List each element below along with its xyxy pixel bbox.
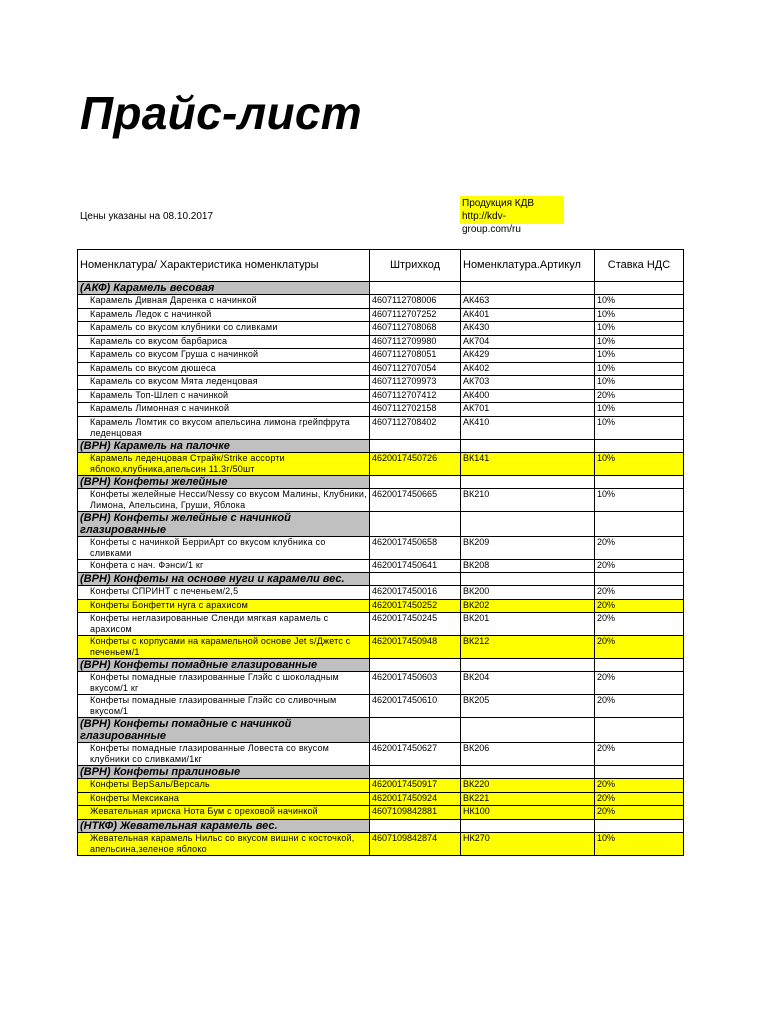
product-name-cell: Карамель Ледок с начинкой <box>78 308 370 322</box>
category-title: (ВРН) Конфеты на основе нуги и карамели вес. <box>78 573 370 586</box>
vat-rate-cell: 10% <box>595 308 684 322</box>
article-cell: НК100 <box>461 806 595 820</box>
category-empty-article <box>461 511 595 536</box>
product-name-cell: Карамель со вкусом клубники со сливками <box>78 322 370 336</box>
article-cell: ВК141 <box>461 452 595 475</box>
category-title: (ВРН) Карамель на палочке <box>78 439 370 452</box>
product-name-cell: Карамель со вкусом Мята леденцовая <box>78 376 370 390</box>
barcode-cell: 4620017450252 <box>370 599 461 613</box>
vat-rate-cell: 20% <box>595 743 684 766</box>
category-title: (ВРН) Конфеты желейные <box>78 475 370 488</box>
vat-rate-cell: 10% <box>595 416 684 439</box>
article-cell: АК703 <box>461 376 595 390</box>
category-empty-vat <box>595 718 684 743</box>
category-empty-article <box>461 439 595 452</box>
product-name-cell: Карамель со вкусом дюшеса <box>78 362 370 376</box>
category-empty-article <box>461 819 595 832</box>
vat-rate-cell: 20% <box>595 536 684 559</box>
category-empty-article <box>461 659 595 672</box>
table-row <box>78 322 684 336</box>
category-empty-vat <box>595 439 684 452</box>
barcode-cell: 4620017450610 <box>370 695 461 718</box>
barcode-cell: 4620017450016 <box>370 586 461 600</box>
barcode-cell: 4607109842874 <box>370 832 461 855</box>
price-table <box>77 249 684 856</box>
product-name-cell: Карамель со вкусом Груша с начинкой <box>78 349 370 363</box>
product-name-cell: Карамель леденцовая Страйк/Strike ассорти яблоко,клубника,апельсин 11.3г/50шт <box>78 452 370 475</box>
category-empty-article <box>461 282 595 295</box>
category-empty-vat <box>595 573 684 586</box>
category-empty-vat <box>595 475 684 488</box>
article-cell: АК402 <box>461 362 595 376</box>
table-row <box>78 295 684 309</box>
category-empty-vat <box>595 511 684 536</box>
table-row <box>78 586 684 600</box>
product-name-cell: Конфеты Бонфетти нуга с арахисом <box>78 599 370 613</box>
vat-rate-cell: 10% <box>595 452 684 475</box>
product-name-cell: Конфеты желейные Несси/Nessy со вкусом Малины, Клубники, Лимона, Апельсина, Груши, Яблока <box>78 488 370 511</box>
category-title: (АКФ) Карамель весовая <box>78 282 370 295</box>
table-row <box>78 335 684 349</box>
category-row <box>78 659 684 672</box>
category-empty-barcode <box>370 659 461 672</box>
barcode-cell: 4607112707412 <box>370 389 461 403</box>
category-empty-article <box>461 766 595 779</box>
article-cell: ВК204 <box>461 672 595 695</box>
article-cell: НК270 <box>461 832 595 855</box>
vat-rate-cell: 20% <box>595 613 684 636</box>
product-name-cell: Конфеты неглазированные Сленди мягкая карамель с арахисом <box>78 613 370 636</box>
table-row <box>78 599 684 613</box>
category-row <box>78 475 684 488</box>
product-name-cell: Карамель Топ-Шлеп с начинкой <box>78 389 370 403</box>
article-cell: ВК209 <box>461 536 595 559</box>
category-empty-vat <box>595 819 684 832</box>
category-title: (ВРН) Конфеты помадные глазированные <box>78 659 370 672</box>
vat-rate-cell: 20% <box>595 672 684 695</box>
article-cell: АК400 <box>461 389 595 403</box>
kdv-website-link[interactable]: http://kdv-group.com/ru <box>462 211 521 235</box>
kdv-products-label: Продукция КДВ <box>462 198 535 209</box>
category-row <box>78 573 684 586</box>
vat-rate-cell: 20% <box>595 779 684 793</box>
product-name-cell: Конфеты ВерSаль/Версаль <box>78 779 370 793</box>
barcode-cell: 4607112708051 <box>370 349 461 363</box>
article-cell: АК430 <box>461 322 595 336</box>
table-row <box>78 806 684 820</box>
category-title: (НТКФ) Жевательная карамель вес. <box>78 819 370 832</box>
category-row <box>78 718 684 743</box>
barcode-cell: 4607112707252 <box>370 308 461 322</box>
article-cell: АК704 <box>461 335 595 349</box>
category-empty-barcode <box>370 766 461 779</box>
table-row <box>78 559 684 573</box>
category-empty-article <box>461 573 595 586</box>
vat-rate-cell: 20% <box>595 806 684 820</box>
vat-rate-cell: 10% <box>595 295 684 309</box>
barcode-cell: 4607112709973 <box>370 376 461 390</box>
article-cell: ВК208 <box>461 559 595 573</box>
table-row <box>78 613 684 636</box>
table-row <box>78 308 684 322</box>
article-cell: ВК206 <box>461 743 595 766</box>
product-name-cell: Карамель со вкусом барбариса <box>78 335 370 349</box>
barcode-cell: 4607109842881 <box>370 806 461 820</box>
table-row <box>78 672 684 695</box>
category-row <box>78 439 684 452</box>
vat-rate-cell: 20% <box>595 599 684 613</box>
table-row <box>78 389 684 403</box>
article-cell: АК429 <box>461 349 595 363</box>
table-row <box>78 376 684 390</box>
vat-rate-cell: 10% <box>595 322 684 336</box>
vat-rate-cell: 10% <box>595 832 684 855</box>
product-name-cell: Карамель Ломтик со вкусом апельсина лимона грейпфрута леденцовая <box>78 416 370 439</box>
table-row <box>78 403 684 417</box>
article-cell: АК401 <box>461 308 595 322</box>
category-empty-barcode <box>370 475 461 488</box>
barcode-cell: 4607112708402 <box>370 416 461 439</box>
vat-rate-cell: 10% <box>595 362 684 376</box>
product-name-cell: Карамель Дивная Даренка с начинкой <box>78 295 370 309</box>
vat-rate-cell: 20% <box>595 695 684 718</box>
product-name-cell: Конфеты СПРИНТ с печеньем/2,5 <box>78 586 370 600</box>
barcode-cell: 4607112708068 <box>370 322 461 336</box>
column-header-name: Номенклатура/ Характеристика номенклатуры <box>78 250 370 282</box>
product-name-cell: Конфеты Мексикана <box>78 792 370 806</box>
vat-rate-cell: 20% <box>595 389 684 403</box>
category-row <box>78 766 684 779</box>
category-empty-vat <box>595 766 684 779</box>
category-title: (ВРН) Конфеты желейные с начинкой глазированные <box>78 511 370 536</box>
table-row <box>78 779 684 793</box>
barcode-cell: 4620017450924 <box>370 792 461 806</box>
vat-rate-cell: 20% <box>595 559 684 573</box>
table-row <box>78 362 684 376</box>
product-name-cell: Конфеты помадные глазированные Глэйс с шоколадным вкусом/1 кг <box>78 672 370 695</box>
price-table-body <box>78 282 684 856</box>
category-empty-barcode <box>370 282 461 295</box>
article-cell: АК410 <box>461 416 595 439</box>
category-row <box>78 819 684 832</box>
article-cell: ВК200 <box>461 586 595 600</box>
category-empty-article <box>461 475 595 488</box>
product-name-cell: Конфеты помадные глазированные Ловеста со вкусом клубники со сливками/1кг <box>78 743 370 766</box>
barcode-cell: 4620017450665 <box>370 488 461 511</box>
vat-rate-cell: 20% <box>595 792 684 806</box>
product-name-cell: Карамель Лимонная с начинкой <box>78 403 370 417</box>
article-cell: АК701 <box>461 403 595 417</box>
category-empty-barcode <box>370 511 461 536</box>
barcode-cell: 4620017450917 <box>370 779 461 793</box>
product-name-cell: Жевательная ириска Нота Бум с ореховой начинкой <box>78 806 370 820</box>
barcode-cell: 4620017450658 <box>370 536 461 559</box>
vat-rate-cell: 20% <box>595 586 684 600</box>
article-cell: ВК221 <box>461 792 595 806</box>
barcode-cell: 4607112707054 <box>370 362 461 376</box>
product-name-cell: Жевательная карамель Нильс со вкусом вишни с косточкой, апельсина,зеленое яблоко <box>78 832 370 855</box>
category-empty-barcode <box>370 718 461 743</box>
table-row <box>78 695 684 718</box>
product-name-cell: Конфеты с начинкой БерриАрт со вкусом клубника со сливками <box>78 536 370 559</box>
column-header-article: Номенклатура.Артикул <box>461 250 595 282</box>
article-cell: ВК201 <box>461 613 595 636</box>
vat-rate-cell: 20% <box>595 636 684 659</box>
barcode-cell: 4607112708006 <box>370 295 461 309</box>
article-cell: ВК205 <box>461 695 595 718</box>
article-cell: ВК202 <box>461 599 595 613</box>
barcode-cell: 4620017450948 <box>370 636 461 659</box>
table-row <box>78 743 684 766</box>
table-row <box>78 488 684 511</box>
category-title: (ВРН) Конфеты пралиновые <box>78 766 370 779</box>
table-row <box>78 832 684 855</box>
category-empty-vat <box>595 282 684 295</box>
column-header-barcode: Штрихкод <box>370 250 461 282</box>
table-row <box>78 416 684 439</box>
barcode-cell: 4620017450603 <box>370 672 461 695</box>
table-row <box>78 792 684 806</box>
vat-rate-cell: 10% <box>595 376 684 390</box>
article-cell: АК463 <box>461 295 595 309</box>
vat-rate-cell: 10% <box>595 488 684 511</box>
barcode-cell: 4607112709980 <box>370 335 461 349</box>
vat-rate-cell: 10% <box>595 349 684 363</box>
category-empty-vat <box>595 659 684 672</box>
category-empty-article <box>461 718 595 743</box>
table-row <box>78 636 684 659</box>
table-row <box>78 536 684 559</box>
product-name-cell: Конфеты с корпусами на карамельной основе Jet s/Джетс с печеньем/1 <box>78 636 370 659</box>
column-header-vat: Ставка НДС <box>595 250 684 282</box>
barcode-cell: 4620017450641 <box>370 559 461 573</box>
price-date-note: Цены указаны на 08.10.2017 <box>80 211 214 222</box>
category-empty-barcode <box>370 819 461 832</box>
barcode-cell: 4620017450245 <box>370 613 461 636</box>
barcode-cell: 4620017450726 <box>370 452 461 475</box>
table-row <box>78 349 684 363</box>
category-empty-barcode <box>370 439 461 452</box>
article-cell: ВК210 <box>461 488 595 511</box>
vat-rate-cell: 10% <box>595 403 684 417</box>
product-name-cell: Конфета с нач. Фэнси/1 кг <box>78 559 370 573</box>
vat-rate-cell: 10% <box>595 335 684 349</box>
article-cell: ВК220 <box>461 779 595 793</box>
article-cell: ВК212 <box>461 636 595 659</box>
category-row <box>78 282 684 295</box>
kdv-info-box <box>460 196 564 235</box>
table-row <box>78 452 684 475</box>
category-empty-barcode <box>370 573 461 586</box>
barcode-cell: 4607112702158 <box>370 403 461 417</box>
page-title: Прайс-лист <box>80 87 362 139</box>
barcode-cell: 4620017450627 <box>370 743 461 766</box>
category-row <box>78 511 684 536</box>
category-title: (ВРН) Конфеты помадные с начинкой глазированные <box>78 718 370 743</box>
table-header-row <box>78 250 684 282</box>
product-name-cell: Конфеты помадные глазированные Глэйс со сливочным вкусом/1 <box>78 695 370 718</box>
